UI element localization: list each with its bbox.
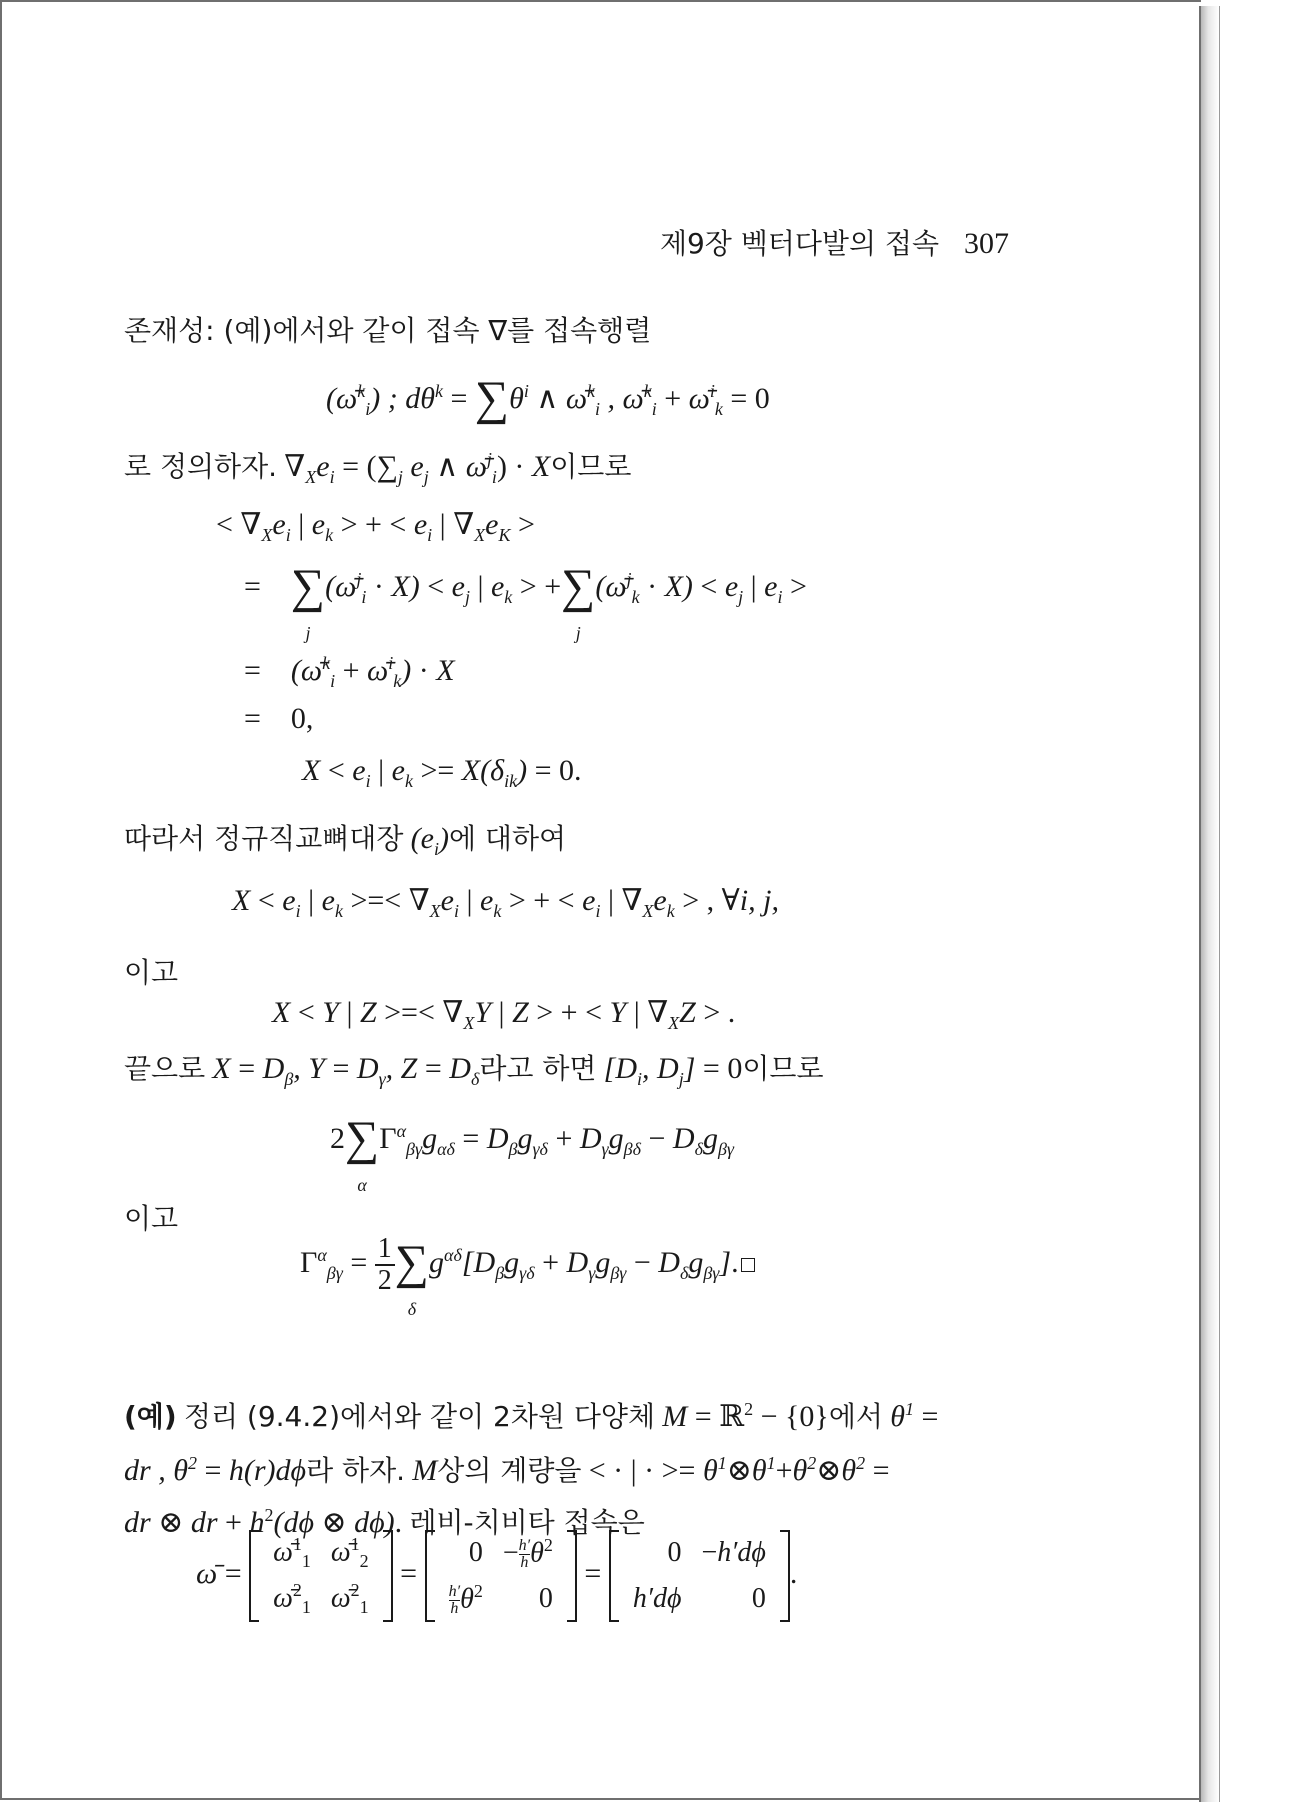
chapter-title: 제9장 벡터다발의 접속 [659, 227, 939, 260]
running-header [660, 222, 1009, 262]
qed-square [741, 1258, 755, 1272]
example-line3-text: 레비-치비타 접속은 [409, 1506, 645, 1539]
metric-compat-general: X < Y | Z >=< $\nabla_XY$ | Z > + < Y | $\nabla_XZ$ > . [272, 996, 736, 1033]
finally-text: 끝으로 [124, 1052, 206, 1085]
igo-text-1: 이고 [124, 956, 179, 989]
levi-civita-matrix-equation: ω̄ = ω̄$^1_1$ ω̄$^1_2$ ω̄$^2_1$ ω̄$^2_1$ = 0 − $\frac{h'}{h}\theta^2$ $\frac{h'}{h}\theta^2$ 0 = 0 −h′dϕ h′dϕ 0 . [196, 1530, 797, 1622]
example-line-1: (예) 정리 (9.4.2)에서와 같이 2차원 다양체 M = ℝ$^2$ − {0}에서 $\theta^1$ = [124, 1399, 939, 1433]
define-text: 로 정의하자. [124, 450, 278, 483]
metric-compat-equation: $X < e_i$ | $e_k$ >=< $\nabla_Xe_i$ | $e_k$ > + < $e_i$ | $\nabla_Xe_k$ > , ∀i, j, [232, 884, 779, 921]
example-line1-b: 에서 [828, 1400, 883, 1433]
igo-text-2: 이고 [124, 1202, 179, 1235]
omega-matrix: ω̄$^1_1$ ω̄$^1_2$ ω̄$^2_1$ ω̄$^2_1$ [249, 1530, 393, 1622]
about-text: 에 대하여 [448, 822, 567, 855]
christoffel-formula: $\Gamma^\alpha_{\beta\gamma}$ = $\frac{1}{2}$ ∑ δ $g^{\alpha\delta}[D_\beta g_{\gamma\delta} + D_\gamma g_{\beta\gamma} - D_\delta g_{\beta\gamma}]$. [300, 1234, 755, 1296]
finally-line: 끝으로 $X = D_\beta$, $Y = D_\gamma$, $Z = D_\delta$라고 하면 [$D_i$, $D_j] = 0$이므로 [124, 1052, 824, 1089]
derivation-line-3: = (ω̄$^k_i$ + ω̄$^i_k$) · X [244, 653, 455, 691]
example-line-2: dr , $\theta^2 = h(r)d\phi$라 하자. M상의 계량을 < · | · >= $\theta^1\otimes\theta^1+\theta^2\otimes\theta^2$ = [124, 1453, 890, 1487]
example-line-3: dr ⊗ dr + $h^2(d\phi$ ⊗ dϕ). 레비-치비타 접속은 [124, 1505, 645, 1539]
derivation-line-4: = 0, [244, 702, 314, 735]
christoffel-sum-equation: 2∑ α $\Gamma^\alpha_{\beta\gamma}g_{\alpha\delta} = D_\beta g_{\gamma\delta} + D_\gamma g_{\beta\delta} - D_\delta g_{\beta\gamma}$ [330, 1112, 734, 1195]
derivation-line-2: = ∑ j (ω̄$^j_i$ · $X) < e_j$ | $e_k$ > +∑ j (ω̄$^j_k$ · $X) < e_j$ | $e_i$ > [244, 560, 807, 643]
imeuro-text-2: 이므로 [742, 1052, 824, 1085]
theta-matrix: 0 − $\frac{h'}{h}\theta^2$ $\frac{h'}{h}\theta^2$ 0 [425, 1530, 577, 1622]
existence-intro: 존재성: (예)에서와 같이 접속 ∇를 접속행렬 [124, 314, 652, 347]
derivation-line-5: $X < e_i$ | $e_k >= X(\delta_{ik}) = 0$. [302, 754, 582, 791]
therefore-text: 따라서 정규직교뼈대장 [124, 822, 404, 855]
orthonormal-frame-line: 따라서 정규직교뼈대장 $(e_i)$에 대하여 [124, 822, 567, 859]
derivation-line-1: < $\nabla_Xe_i$ | $e_k$ > + < $e_i$ | $\nabla_Xe_K$ > [216, 508, 535, 545]
example-line2-a: 라 하자. [306, 1454, 406, 1487]
equation-connection-matrix: (ω̄$^k_i$) ; $d\theta^k = \sum\theta^i$ ∧ ω̄$^k_i$ , ω̄$^k_i$ + ω̄$^i_k$ = 0 [326, 372, 770, 425]
imeuro-text: 이므로 [550, 450, 632, 483]
example-line2-b: 상의 계량을 [437, 1454, 582, 1487]
page-edge [1199, 6, 1220, 1802]
definition-line: 로 정의하자. $\nabla_Xe_i = (\sum_j$ $e_j$ ∧ ω̄$^j_i$) · X이므로 [124, 449, 632, 487]
raago-text: 라고 하면 [479, 1052, 597, 1085]
page-number: 307 [964, 227, 1009, 260]
example-label: (예) [124, 1400, 177, 1433]
example-line1-text: 정리 (9.4.2)에서와 같이 2차원 다양체 [183, 1400, 655, 1433]
dphi-matrix: 0 −h′dϕ h′dϕ 0 [609, 1530, 790, 1622]
